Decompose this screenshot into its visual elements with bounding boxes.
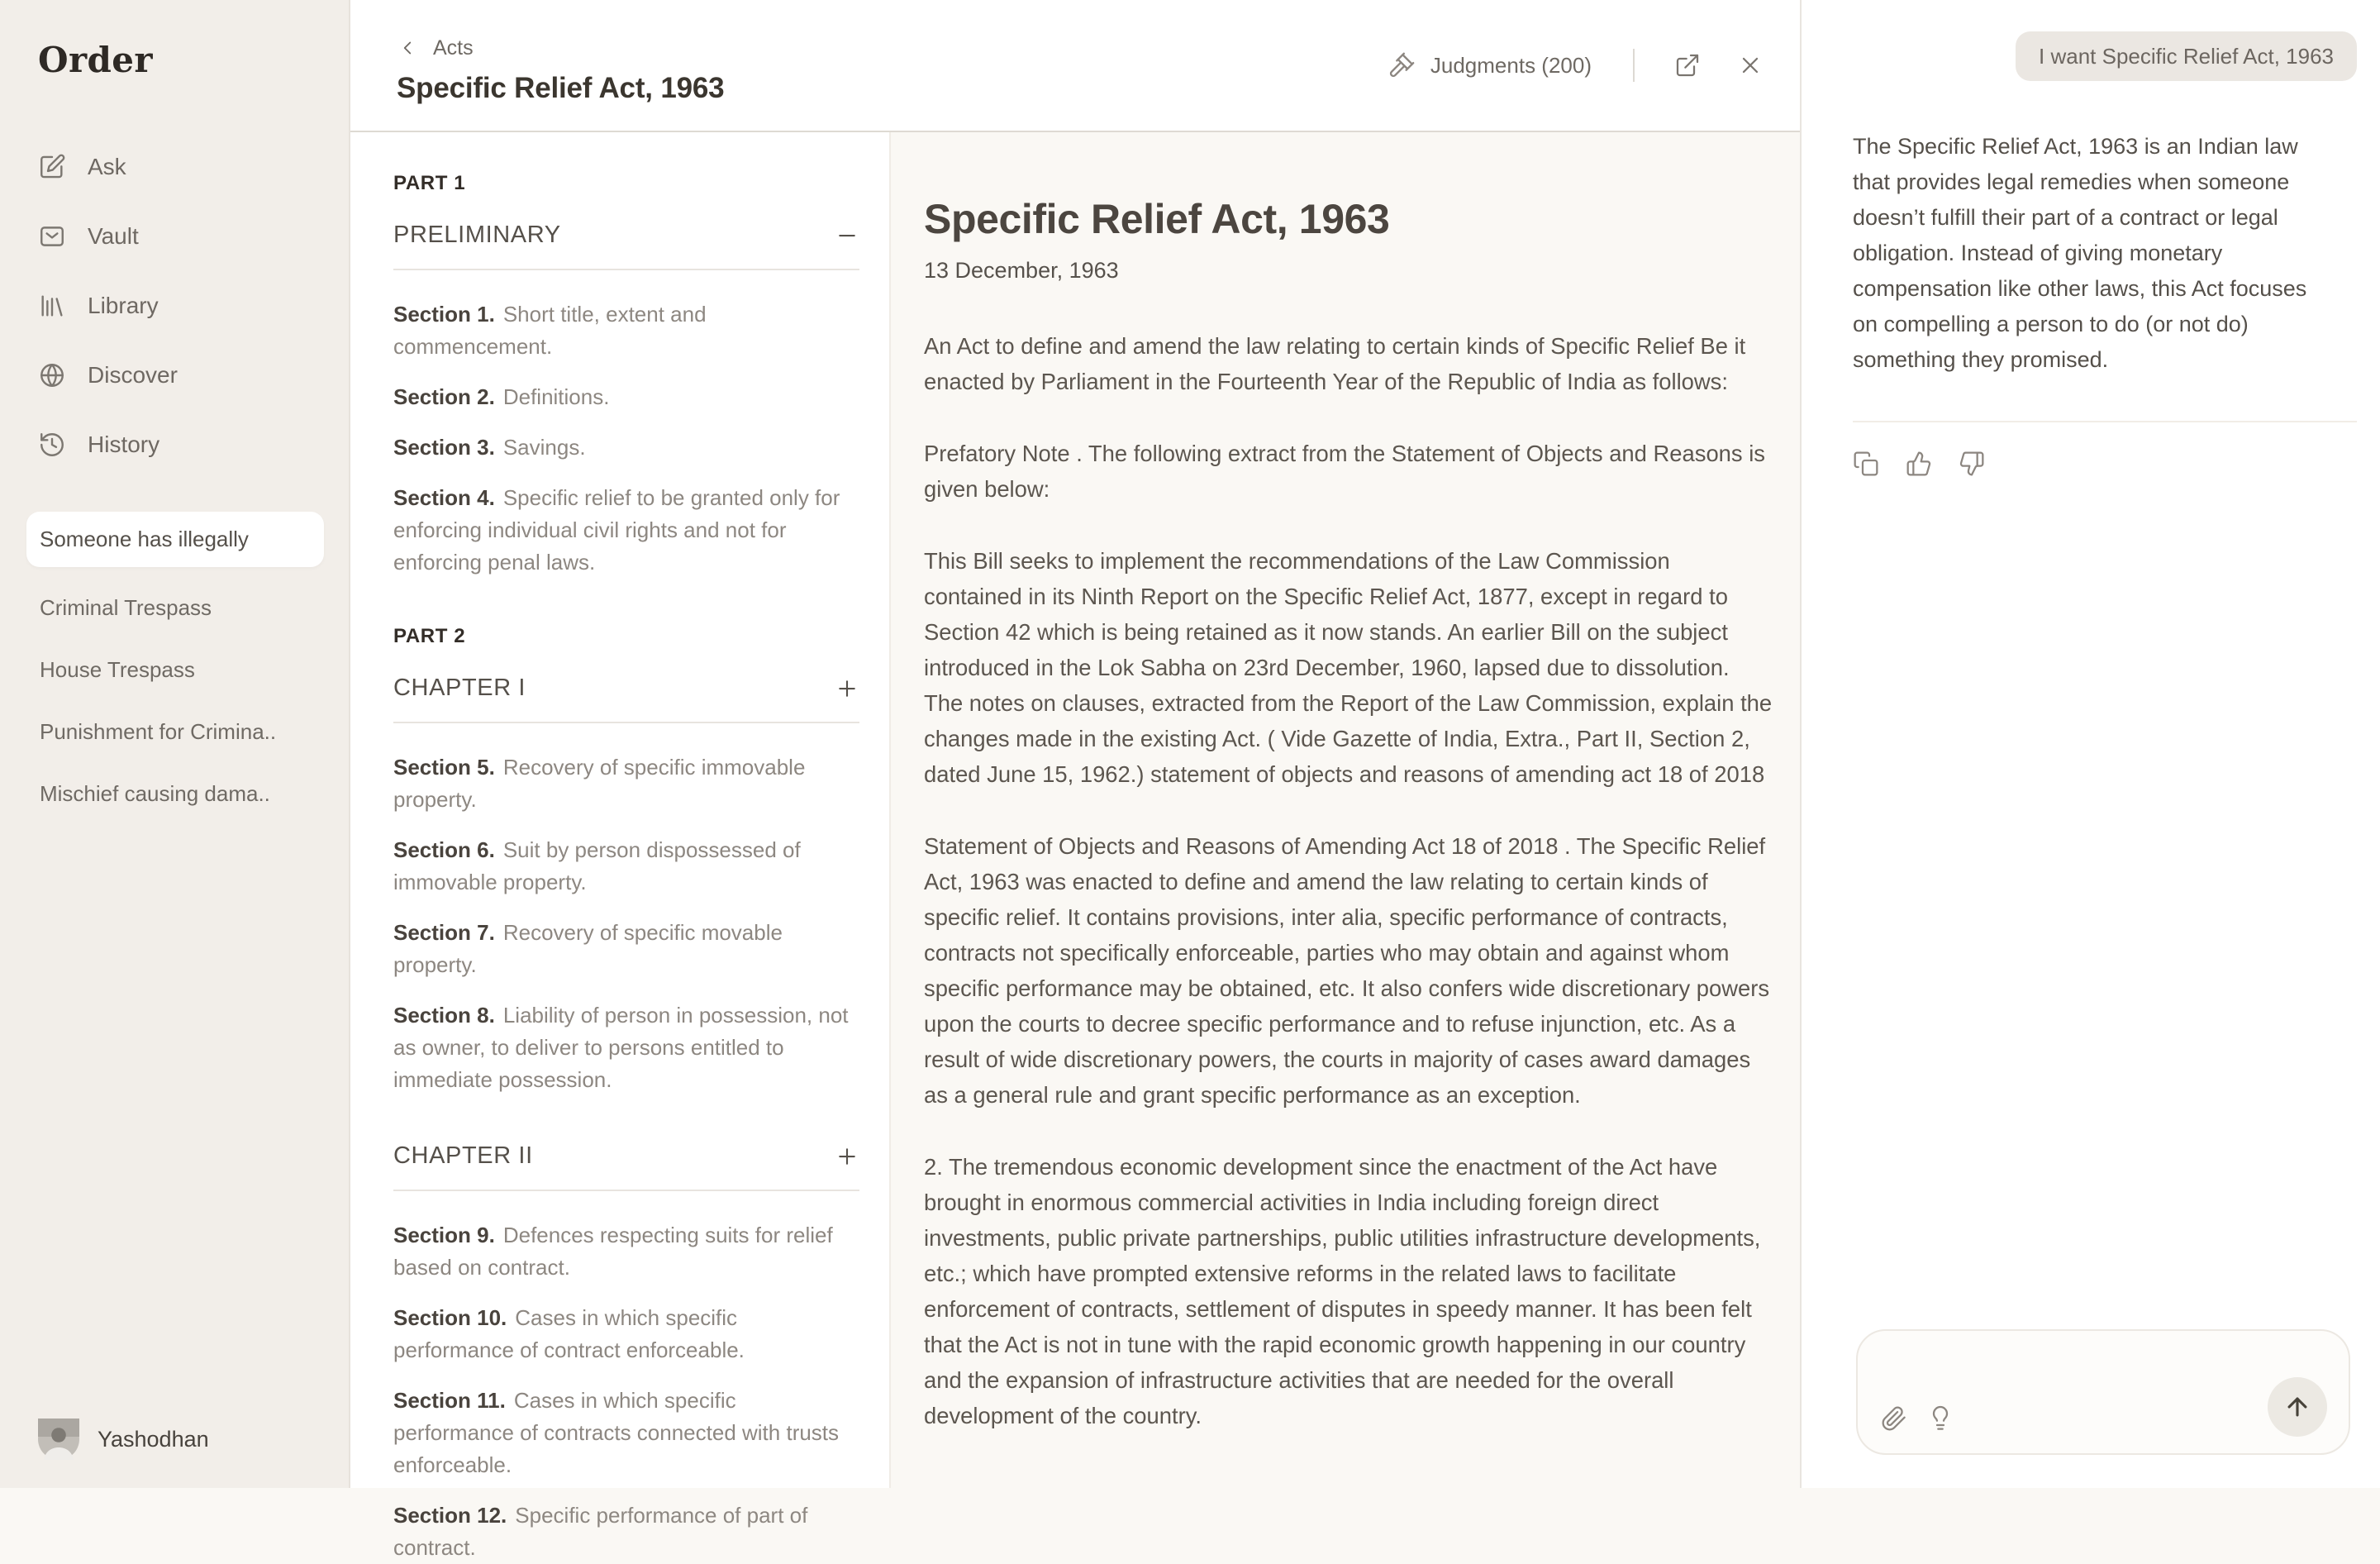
sidebar-item-history[interactable] (38, 414, 349, 475)
toc-section-number: Section 8. (393, 1003, 495, 1028)
toc-section-desc: Specific performance of part of contract. (393, 1503, 808, 1560)
divider (1633, 49, 1635, 82)
toc-section-number: Section 9. (393, 1223, 495, 1247)
document-paragraph: 2. The tremendous economic development since the enactment of the Act have brought in enormous commercial activities in India including foreign direct investments, public private partnerships, public utilities infrastructure developments, etc.; which have prompted extensive reforms in the related laws to facilitate enforcement of contracts, settlement of disputes in speedy manner. It has been felt that the Act is not in tune with the rapid economic growth happening in our country and the expansion of infrastructure activities that are needed for the overall development of the country. (924, 1154, 1761, 1428)
toc-chapter-1[interactable] (393, 675, 859, 723)
vault-icon (38, 222, 66, 250)
sidebar-item-ask[interactable] (38, 136, 349, 198)
user-message-row (1853, 31, 2357, 81)
toc-section-number: Section 3. (393, 435, 495, 460)
toc-section-desc: Definitions. (502, 384, 610, 409)
toc-section[interactable] (393, 1302, 859, 1366)
user-profile[interactable] (38, 1419, 209, 1460)
toc-section[interactable] (393, 1219, 859, 1284)
sidebar-item-vault[interactable] (38, 206, 349, 267)
sidebar-item-label: History (88, 432, 160, 457)
copy-icon[interactable] (1853, 451, 1879, 477)
toc-section[interactable] (393, 834, 859, 899)
toc-part-label: PART 2 (393, 625, 466, 647)
history-item-selected[interactable]: Someone has illegally (26, 512, 324, 567)
document-paragraph: An Act to define and amend the law relating to certain kinds of Specific Relief Be it enacted by Parliament in the Fourteenth Year of the Republic of India as follows: (924, 333, 1746, 394)
history-item[interactable]: Mischief causing dama.. (40, 781, 270, 806)
sidebar-nav (38, 136, 349, 475)
toc-section-desc: Savings. (502, 435, 586, 460)
toc-section-number: Section 7. (393, 920, 495, 945)
user-name: Yashodhan (98, 1426, 209, 1452)
toc-section[interactable] (393, 482, 859, 579)
thumbs-up-icon[interactable] (1906, 451, 1932, 477)
chat-panel (1800, 0, 2380, 1488)
toc-section-desc: Specific relief to be granted only for enforcing individual civil rights and not for enforcing penal laws. (393, 485, 840, 575)
page-title: Specific Relief Act, 1963 (397, 71, 725, 104)
toc-section-number: Section 1. (393, 302, 495, 327)
toc-section-desc: Short title, extent and commencement. (393, 302, 707, 359)
toc-section-desc: Cases in which specific performance of contract enforceable. (393, 1305, 745, 1362)
lightbulb-icon[interactable] (1927, 1405, 1954, 1432)
toc-section-number: Section 5. (393, 755, 495, 780)
document-paragraph: Statement of Objects and Reasons of Amending Act 18 of 2018 . The Specific Relief Act, 1963 was enacted to define and amend the law relating to certain kinds of specific relief. It contains provisions, inter alia, specific performance of contracts, contracts not specifically enforceable, parties who may obtain and against whom specific performance may be obtained, etc. It also confers wide discretionary powers upon the courts to decree specific performance and to refuse injunction, etc. As a result of wide discretionary powers, the courts in majority of cases award damages as a general rule and grant specific performance as an exception. (924, 833, 1770, 1108)
history-item[interactable]: Criminal Trespass (40, 595, 212, 620)
send-button[interactable] (2268, 1377, 2327, 1437)
toc-section-desc: Cases in which specific performance of contracts connected with trusts enforceable. (393, 1388, 840, 1477)
response-actions (1853, 421, 2357, 477)
toc-chapter-preliminary[interactable] (393, 222, 859, 270)
avatar (38, 1419, 79, 1460)
toc-section[interactable] (393, 1385, 859, 1481)
history-item[interactable]: House Trespass (40, 657, 195, 682)
document-date: 13 December, 1963 (924, 258, 1119, 283)
toc-section-desc: Recovery of specific immovable property. (393, 755, 806, 812)
document-paragraph: Prefatory Note . The following extract from the Statement of Objects and Reasons is given below: (924, 441, 1766, 502)
toc-section-desc: Suit by person dispossessed of immovable property. (393, 837, 801, 894)
globe-icon (38, 361, 66, 389)
sidebar-item-discover[interactable] (38, 345, 349, 406)
judgments-button[interactable] (1388, 51, 1592, 79)
toc-section-list (393, 751, 859, 1096)
expand-icon[interactable] (835, 1144, 859, 1169)
toc-section-desc: Liability of person in possession, not as owner, to deliver to persons entitled to immediate possession. (393, 1003, 849, 1092)
toc-chapter-label: CHAPTER I (393, 675, 526, 701)
toc-section-number: Section 6. (393, 837, 495, 862)
toc-section[interactable] (393, 1500, 859, 1564)
history-list (38, 512, 324, 825)
toc-section-number: Section 12. (393, 1503, 507, 1528)
toc-group-chapter2 (393, 1142, 859, 1564)
toc-section-number: Section 4. (393, 485, 495, 510)
toc-section[interactable] (393, 751, 859, 816)
document-paragraph: This Bill seeks to implement the recommendations of the Law Commission contained in its Ninth Report on the Specific Relief Act, 1877, except in regard to Section 42 which is being retained as it now stands. An earlier Bill on the subject introduced in the Lok Sabha on 23rd December, 1960, lapsed due to dissolution. The notes on clauses, extracted from the Report of the Law Commission, explain the changes made in the existing Act. ( Vide Gazette of India, Extra., Part II, Section 2, dated June 15, 1962.) statement of objects and reasons of amending act 18 of 2018 (924, 548, 1773, 787)
close-button[interactable] (1737, 52, 1764, 79)
toc-section-list (393, 298, 859, 579)
document-title: Specific Relief Act, 1963 (924, 196, 1390, 242)
gavel-icon (1388, 51, 1416, 79)
toc-section-number: Section 11. (393, 1388, 506, 1413)
header-actions (1388, 49, 1764, 82)
paperclip-icon[interactable] (1881, 1405, 1907, 1432)
sidebar-item-label: Discover (88, 362, 178, 388)
toc-section[interactable] (393, 298, 859, 363)
toc-part-label: PART 1 (393, 172, 466, 194)
history-item[interactable]: Punishment for Crimina.. (40, 719, 277, 744)
expand-icon[interactable] (835, 676, 859, 701)
table-of-contents (350, 132, 889, 1560)
toc-section[interactable] (393, 432, 859, 464)
judgments-label: Judgments (200) (1430, 52, 1592, 78)
chevron-left-icon (397, 37, 418, 59)
toc-section-desc: Recovery of specific movable property. (393, 920, 783, 977)
act-viewer-panel (350, 0, 1800, 1560)
thumbs-down-icon[interactable] (1959, 451, 1985, 477)
toc-section-number: Section 2. (393, 384, 495, 409)
toc-section-list (393, 1219, 859, 1564)
chat-input-box[interactable] (1856, 1329, 2350, 1455)
breadcrumb-label: Acts (433, 36, 474, 60)
library-icon (38, 292, 66, 320)
toc-chapter-label: CHAPTER II (393, 1142, 533, 1169)
pencil-square-icon (38, 153, 66, 181)
toc-section-number: Section 10. (393, 1305, 507, 1330)
sidebar-item-label: Vault (88, 223, 139, 249)
assistant-response: The Specific Relief Act, 1963 is an Indian law that provides legal remedies when someone doesn’t fulfill their part of a contract or legal obligation. Instead of giving monetary compensation like other laws, this Act focuses on compelling a person to do (or not do) something they promised. (1853, 134, 2307, 372)
collapse-icon[interactable] (835, 223, 859, 248)
sidebar (0, 0, 350, 1488)
toc-section[interactable] (393, 381, 859, 413)
chat-input[interactable] (1881, 1347, 2249, 1390)
app-logo[interactable]: Order (38, 40, 153, 80)
toc-section[interactable] (393, 917, 859, 981)
toc-section-desc: Defences respecting suits for relief based on contract. (393, 1223, 833, 1280)
history-icon (38, 431, 66, 459)
viewer-header (350, 0, 1800, 132)
input-tools (1881, 1405, 1954, 1432)
user-message-bubble: I want Specific Relief Act, 1963 (2016, 31, 2357, 81)
toc-section[interactable] (393, 999, 859, 1096)
breadcrumb-back[interactable] (397, 36, 474, 60)
sidebar-item-label: Library (88, 293, 159, 318)
toc-group-part2 (393, 625, 859, 1096)
toc-group-part1 (393, 172, 859, 579)
toc-chapter-2[interactable] (393, 1142, 859, 1191)
document-content (889, 132, 1800, 1488)
viewer-body (350, 132, 1800, 1560)
sidebar-item-library[interactable] (38, 275, 349, 336)
sidebar-item-label: Ask (88, 154, 126, 179)
toc-chapter-label: PRELIMINARY (393, 222, 561, 248)
open-external-button[interactable] (1674, 52, 1701, 79)
